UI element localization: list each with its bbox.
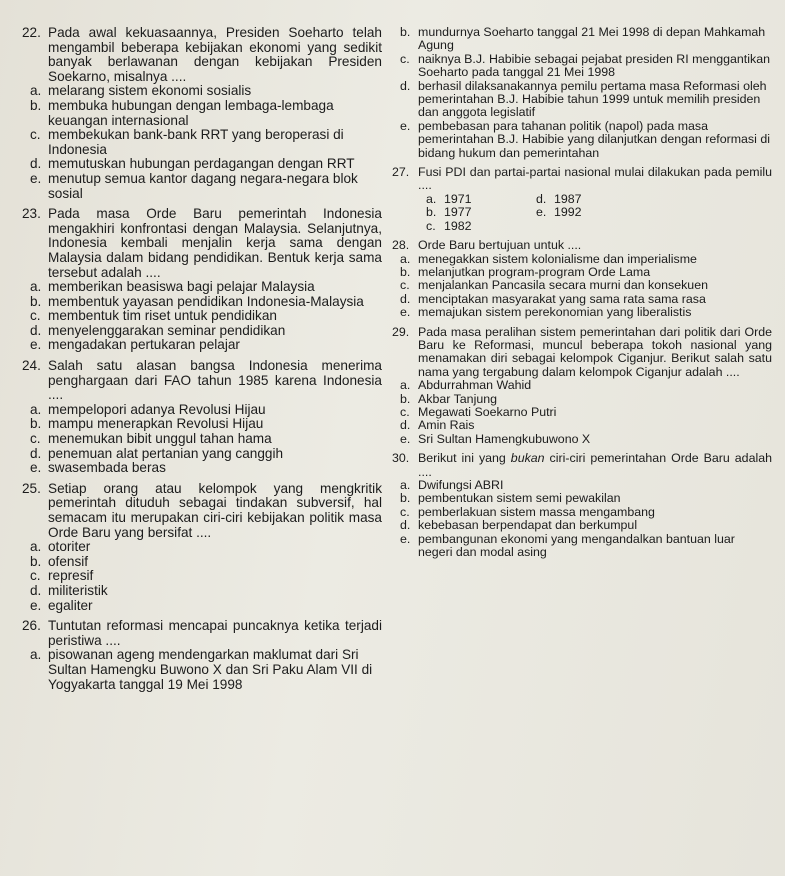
option-text: 1987: [554, 191, 582, 206]
question-stem: Pada awal kekuasaannya, Presiden Soeharto telah mengambil beberapa kebijakan ekonomi yang sedikit banyak berlawanan dengan kebijakan Presiden Soekarno, misalnya ....: [48, 25, 382, 84]
option-letter: b.: [400, 391, 411, 406]
option-a[interactable]: [400, 379, 772, 392]
option-e[interactable]: [30, 599, 382, 614]
option-letter: d.: [400, 518, 411, 533]
option-text: berhasil dilaksanakannya pemilu pertama masa Reformasi oleh pemerintahan B.J. Habibie tahun 1999 untuk memilih presiden dan anggota legislatif: [418, 78, 767, 120]
option-a[interactable]: [30, 540, 382, 555]
option-text: memutuskan hubungan perdagangan dengan RRT: [48, 156, 355, 172]
question-number: 27.: [392, 165, 410, 180]
option-a[interactable]: [30, 648, 382, 692]
option-e[interactable]: [400, 120, 772, 160]
option-text: pisowanan ageng mendengarkan maklumat dari Sri Sultan Hamengku Buwono X dan Sri Paku Alam VII di Yogyakarta tanggal 19 Mei 1998: [48, 647, 373, 692]
option-d[interactable]: [30, 157, 382, 172]
option-c[interactable]: [400, 53, 772, 80]
question-number: 30.: [392, 451, 410, 466]
option-e[interactable]: [400, 306, 772, 319]
question-stem: [418, 452, 772, 479]
option-text: penemuan alat pertanian yang canggih: [48, 445, 284, 461]
option-letter: b.: [400, 264, 411, 279]
option-a[interactable]: [30, 84, 382, 99]
option-d[interactable]: [400, 293, 772, 306]
option-letter: d.: [30, 445, 42, 461]
option-letter: e.: [400, 118, 411, 133]
option-b[interactable]: [30, 295, 382, 310]
option-text: Amin Rais: [418, 418, 475, 433]
question-22: [22, 26, 382, 201]
question-26-continued: [392, 26, 772, 160]
option-letter: e.: [400, 431, 411, 446]
option-b[interactable]: [400, 26, 772, 53]
option-letter: b.: [400, 25, 411, 39]
option-letter: d.: [400, 78, 411, 93]
option-letter: a.: [30, 83, 42, 99]
option-letter: a.: [30, 539, 42, 555]
option-text: pembangunan ekonomi yang mengandalkan bantuan luar negeri dan modal asing: [418, 531, 735, 560]
question-26: [22, 619, 382, 692]
option-text: swasembada beras: [48, 460, 166, 476]
option-letter: c.: [30, 308, 41, 324]
question-24: [22, 359, 382, 476]
option-text: represif: [48, 568, 94, 584]
option-text: 1992: [554, 205, 582, 220]
option-c[interactable]: [30, 309, 382, 324]
question-stem: Pada masa peralihan sistem pemerintahan dari politik dari Orde Baru ke Reformasi, muncul beberapa tokoh nasional yang menamakan diri sebagai kelompok Ciganjur. Berikut salah satu nama yang tergabung dalam kelompok Ciganjur adalah ....: [418, 324, 772, 379]
option-letter: b.: [426, 205, 437, 220]
option-text: menemukan bibit unggul tahan hama: [48, 431, 272, 447]
option-d[interactable]: [400, 80, 772, 120]
option-e[interactable]: [536, 206, 646, 219]
option-letter: c.: [30, 568, 41, 584]
stem-emphasis: bukan: [510, 451, 545, 466]
option-letter: e.: [30, 460, 42, 476]
question-stem: Tuntutan reformasi mencapai puncaknya ketika terjadi peristiwa ....: [48, 618, 382, 648]
question-25: [22, 482, 382, 613]
option-d[interactable]: [400, 419, 772, 432]
option-letter: d.: [400, 291, 411, 306]
option-text: ofensif: [48, 553, 89, 569]
option-letter: b.: [400, 491, 411, 506]
option-a[interactable]: [30, 403, 382, 418]
option-text: pemberlakuan sistem massa mengambang: [418, 504, 655, 519]
option-text: 1977: [444, 205, 472, 220]
option-text: melanjutkan program-program Orde Lama: [418, 264, 651, 279]
option-letter: e.: [30, 597, 42, 613]
option-letter: d.: [536, 191, 547, 206]
option-letter: a.: [400, 478, 411, 492]
option-d[interactable]: [536, 193, 646, 206]
question-stem: Orde Baru bertujuan untuk ....: [418, 238, 582, 253]
option-c[interactable]: [400, 406, 772, 419]
question-number: 22.: [22, 25, 41, 40]
option-letter: a.: [426, 191, 437, 206]
option-text: memajukan sistem perekonomian yang liberalistis: [418, 305, 692, 320]
option-text: Sri Sultan Hamengkubuwono X: [418, 431, 591, 446]
option-c[interactable]: [400, 506, 772, 519]
question-stem: Fusi PDI dan partai-partai nasional mulai dilakukan pada pemilu ....: [418, 165, 772, 193]
option-text: pembentukan sistem semi pewakilan: [418, 491, 621, 506]
option-b[interactable]: [400, 393, 772, 406]
stem-post: ciri-ciri pemerintahan Orde Baru adalah ....: [418, 451, 772, 479]
option-letter: a.: [400, 378, 411, 393]
option-text: menyelenggarakan seminar pendidikan: [48, 322, 286, 338]
option-letter: b.: [30, 553, 42, 569]
option-letter: e.: [536, 205, 547, 220]
option-letter: e.: [400, 305, 411, 320]
options-grid: [426, 193, 646, 233]
option-letter: b.: [30, 293, 42, 309]
option-e[interactable]: [400, 433, 772, 446]
question-number: 25.: [22, 480, 41, 496]
option-letter: a.: [30, 279, 42, 295]
option-text: memberikan beasiswa bagi pelajar Malaysia: [48, 279, 315, 295]
option-letter: c.: [400, 278, 410, 293]
option-text: egaliter: [48, 597, 93, 613]
option-text: Dwifungsi ABRI: [418, 478, 504, 492]
stem-pre: Berikut ini yang: [418, 451, 511, 466]
option-c[interactable]: [426, 220, 536, 233]
option-text: membuka hubungan dengan lembaga-lembaga keuangan internasional: [48, 97, 334, 128]
option-text: otoriter: [48, 539, 91, 555]
option-text: mempelopori adanya Revolusi Hijau: [48, 401, 266, 417]
option-text: membentuk tim riset untuk pendidikan: [48, 308, 277, 324]
option-e[interactable]: [30, 461, 382, 476]
option-text: kebebasan berpendapat dan berkumpul: [418, 518, 638, 533]
option-letter: c.: [30, 127, 41, 143]
option-letter: a.: [30, 647, 42, 663]
option-letter: c.: [400, 504, 410, 519]
option-text: militeristik: [48, 582, 108, 598]
option-letter: c.: [400, 51, 410, 66]
option-d[interactable]: [30, 447, 382, 462]
question-number: 23.: [22, 206, 41, 222]
option-letter: e.: [400, 531, 411, 546]
option-text: 1971: [444, 191, 472, 206]
option-letter: e.: [30, 170, 42, 186]
right-column: [392, 26, 772, 565]
option-c[interactable]: [30, 432, 382, 447]
option-text: melarang sistem ekonomi sosialis: [48, 83, 252, 99]
option-letter: d.: [30, 322, 42, 338]
option-b[interactable]: [30, 417, 382, 432]
option-a[interactable]: [400, 253, 772, 266]
option-b[interactable]: [426, 206, 536, 219]
option-c[interactable]: [30, 128, 382, 157]
option-e[interactable]: [30, 172, 382, 201]
option-d[interactable]: [30, 324, 382, 339]
option-text: mampu menerapkan Revolusi Hijau: [48, 416, 264, 432]
option-text: mundurnya Soeharto tanggal 21 Mei 1998 di depan Mahkamah Agung: [418, 25, 766, 53]
option-text: menutup semua kantor dagang negara-negara blok sosial: [48, 170, 358, 201]
option-d[interactable]: [30, 584, 382, 599]
option-text: Megawati Soekarno Putri: [418, 404, 557, 419]
option-text: menegakkan sistem kolonialisme dan imperialisme: [418, 251, 697, 266]
option-letter: e.: [30, 337, 42, 353]
option-text: Abdurrahman Wahid: [418, 378, 532, 393]
option-e[interactable]: [400, 533, 772, 560]
question-23: [22, 207, 382, 353]
option-letter: b.: [30, 97, 42, 113]
question-stem: Setiap orang atau kelompok yang mengkritik pemerintah dituduh sebagai tindakan subversif, hal semacam itu merupakan ciri-ciri kebijakan politik masa Orde Baru yang bersifat ....: [48, 480, 382, 540]
question-30: [392, 452, 772, 559]
option-a[interactable]: [30, 280, 382, 295]
option-text: membentuk yayasan pendidikan Indonesia-Malaysia: [48, 293, 364, 309]
question-number: 24.: [22, 358, 41, 374]
option-letter: c.: [426, 218, 436, 233]
option-b[interactable]: [400, 492, 772, 505]
question-number: 28.: [392, 238, 410, 253]
question-number: 29.: [392, 324, 410, 339]
option-letter: b.: [30, 416, 42, 432]
option-letter: c.: [30, 431, 41, 447]
option-text: 1982: [444, 218, 472, 233]
option-letter: c.: [400, 404, 410, 419]
option-b[interactable]: [30, 555, 382, 570]
question-number: 26.: [22, 618, 41, 634]
option-c[interactable]: [400, 279, 772, 292]
option-c[interactable]: [30, 569, 382, 584]
option-e[interactable]: [30, 338, 382, 353]
option-letter: d.: [30, 156, 42, 172]
option-text: membekukan bank-bank RRT yang beroperasi di Indonesia: [48, 127, 344, 157]
option-text: mengadakan pertukaran pelajar: [48, 337, 240, 353]
question-stem: Pada masa Orde Baru pemerintah Indonesia mengakhiri konfrontasi dengan Malaysia. Selanjutnya, Indonesia kembali menjalin kerja sama dengan Malaysia dalam bidang pendidikan. Bentuk kerja sama tersebut adalah ....: [48, 206, 382, 280]
question-27: [392, 166, 772, 233]
option-d[interactable]: [400, 519, 772, 532]
option-letter: d.: [400, 418, 411, 433]
option-letter: a.: [30, 401, 42, 417]
option-a[interactable]: [426, 193, 536, 206]
option-text: pembebasan para tahanan politik (napol) pada masa pemerintahan B.J. Habibie yang dilanjutkan dengan reformasi di bidang hukum dan pemerintahan: [418, 118, 770, 160]
option-text: naiknya B.J. Habibie sebagai pejabat presiden RI menggantikan Soeharto pada tanggal 21 Mei 1998: [418, 51, 770, 80]
option-text: menjalankan Pancasila secara murni dan konsekuen: [418, 278, 708, 293]
option-b[interactable]: [400, 266, 772, 279]
option-b[interactable]: [30, 99, 382, 128]
option-letter: a.: [400, 251, 411, 266]
option-a[interactable]: [400, 479, 772, 492]
option-text: Akbar Tanjung: [418, 391, 497, 406]
question-stem: Salah satu alasan bangsa Indonesia menerima penghargaan dari FAO tahun 1985 karena Indonesia ....: [48, 358, 382, 403]
option-text: menciptakan masyarakat yang sama rata sama rasa: [418, 291, 706, 306]
option-letter: d.: [30, 582, 42, 598]
question-28: [392, 239, 772, 319]
question-29: [392, 326, 772, 447]
left-column: [22, 26, 382, 698]
